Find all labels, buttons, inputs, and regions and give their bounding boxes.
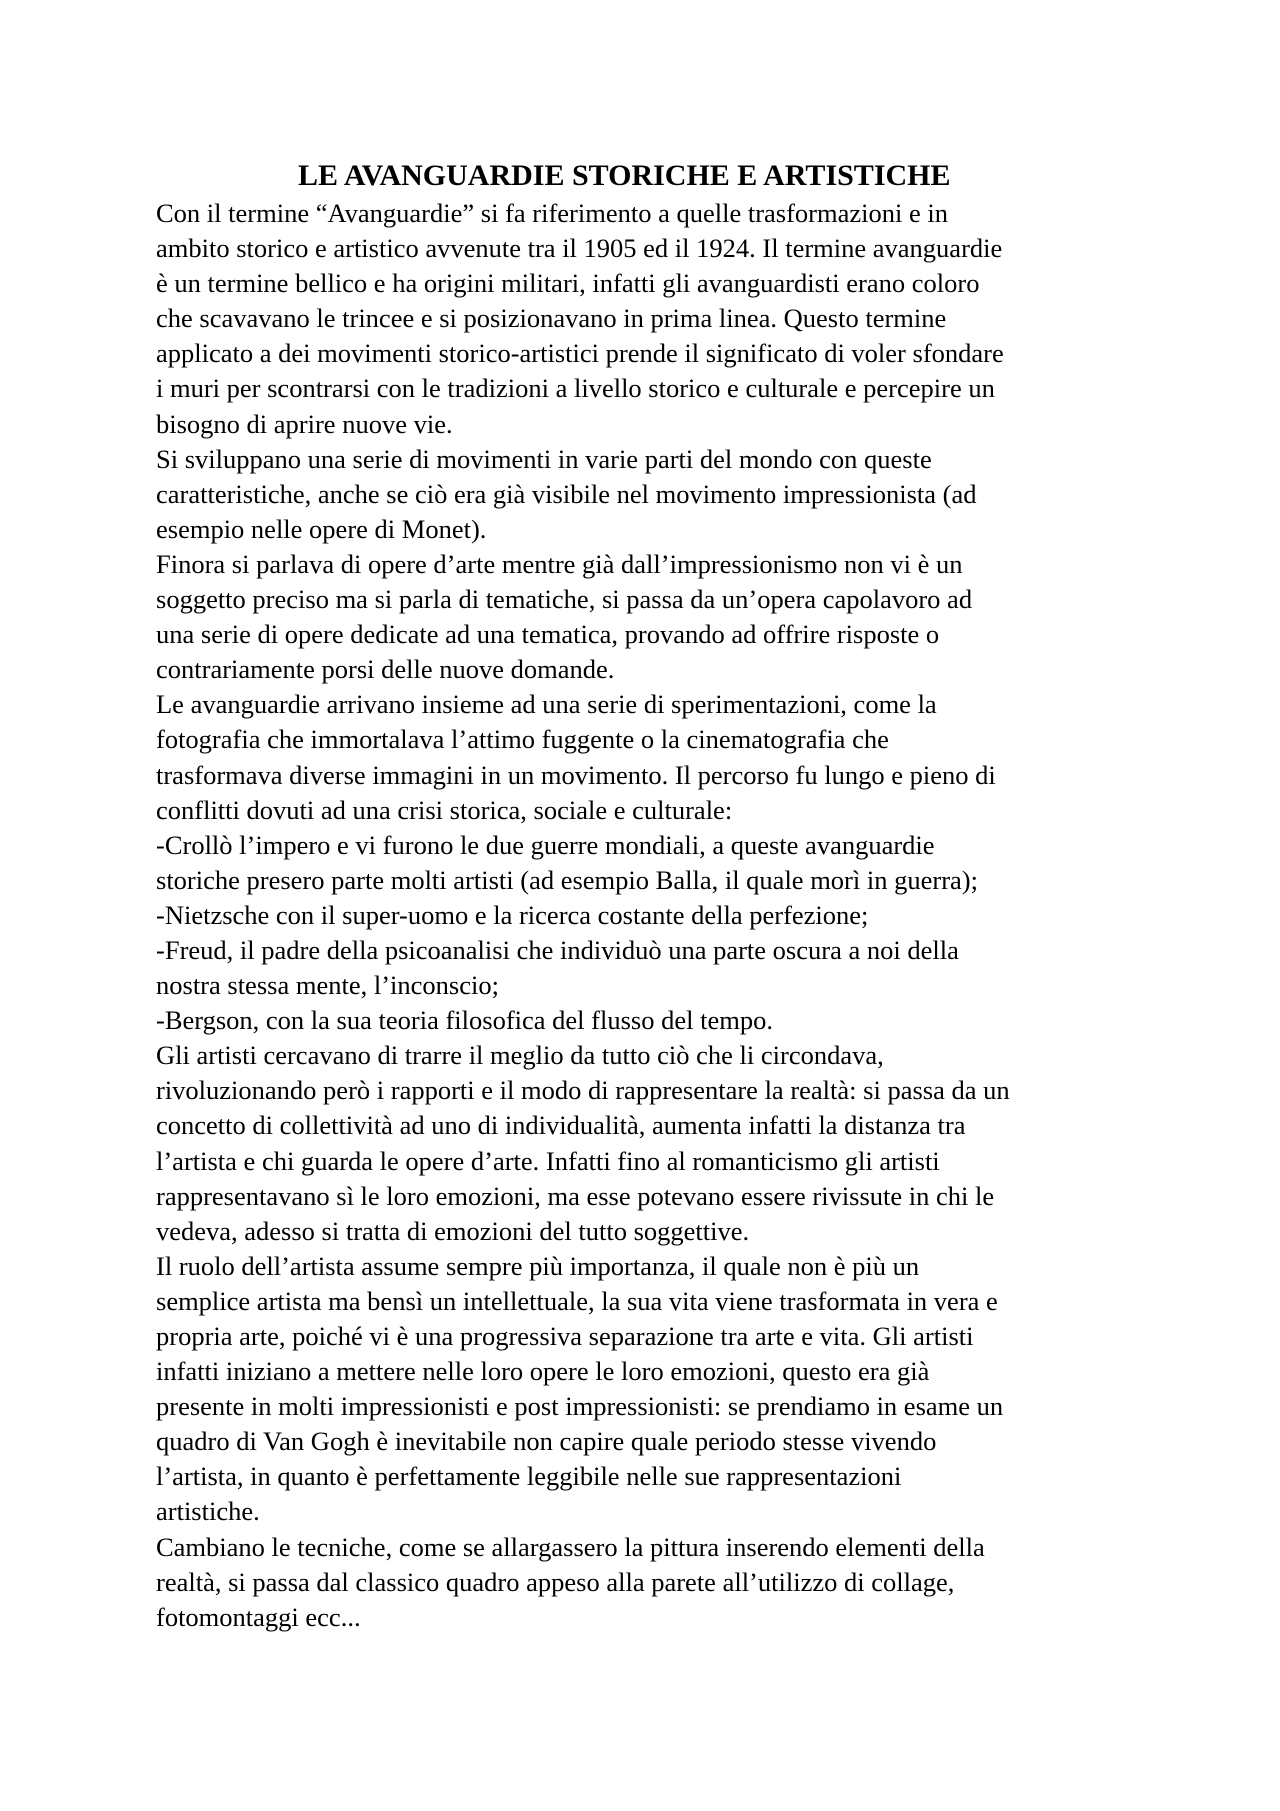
text-line: -Crollò l’impero e vi furono le due guerre mondiali, a queste avanguardie bbox=[156, 829, 935, 860]
text-line: -Nietzsche con il super-uomo e la ricerca costante della perfezione; bbox=[156, 899, 869, 930]
paragraph bbox=[156, 1003, 1136, 1038]
text-line: Le avanguardie arrivano insieme ad una serie di sperimentazioni, come la bbox=[156, 689, 937, 720]
text-line: caratteristiche, anche se ciò era già visibile nel movimento impressionista (ad bbox=[156, 478, 977, 509]
text-line: Cambiano le tecniche, come se allargassero la pittura inserendo elementi della bbox=[156, 1531, 985, 1562]
text-line: bisogno di aprire nuove vie. bbox=[156, 408, 453, 439]
text-line: storiche presero parte molti artisti (ad esempio Balla, il quale morì in guerra); bbox=[156, 864, 978, 895]
text-line: è un termine bellico e ha origini militari, infatti gli avanguardisti erano coloro bbox=[156, 268, 980, 299]
text-line: Il ruolo dell’artista assume sempre più importanza, il quale non è più un bbox=[156, 1250, 920, 1281]
text-line: infatti iniziano a mettere nelle loro opere le loro emozioni, questo era già bbox=[156, 1356, 930, 1387]
paragraph bbox=[156, 1530, 1136, 1635]
paragraph bbox=[156, 933, 1136, 1003]
text-line: una serie di opere dedicate ad una tematica, provando ad offrire risposte o bbox=[156, 619, 940, 650]
text-line: vedeva, adesso si tratta di emozioni del tutto soggettive. bbox=[156, 1215, 750, 1246]
text-line: Gli artisti cercavano di trarre il meglio da tutto ciò che li circondava, bbox=[156, 1040, 884, 1071]
text-line: -Bergson, con la sua teoria filosofica del flusso del tempo. bbox=[156, 1005, 773, 1036]
text-line: presente in molti impressionisti e post impressionisti: se prendiamo in esame un bbox=[156, 1391, 1004, 1422]
document-body bbox=[156, 156, 1136, 1635]
text-line: esempio nelle opere di Monet). bbox=[156, 513, 487, 544]
text-line: quadro di Van Gogh è inevitabile non capire quale periodo stesse vivendo bbox=[156, 1426, 937, 1457]
paragraph bbox=[156, 828, 1136, 898]
paragraph bbox=[156, 687, 1136, 827]
paragraph bbox=[156, 442, 1136, 547]
paragraph-container bbox=[156, 196, 1136, 1635]
text-line: realtà, si passa dal classico quadro appeso alla parete all’utilizzo di collage, bbox=[156, 1566, 955, 1597]
text-line: Si sviluppano una serie di movimenti in varie parti del mondo con queste bbox=[156, 443, 932, 474]
document-title: LE AVANGUARDIE STORICHE E ARTISTICHE bbox=[298, 159, 951, 192]
paragraph bbox=[156, 1038, 1136, 1249]
text-line: artistiche. bbox=[156, 1496, 260, 1527]
text-line: fotomontaggi ecc... bbox=[156, 1601, 361, 1632]
paragraph bbox=[156, 1249, 1136, 1530]
text-line: contrariamente porsi delle nuove domande. bbox=[156, 654, 615, 685]
text-line: -Freud, il padre della psicoanalisi che individuò una parte oscura a noi della bbox=[156, 934, 959, 965]
text-line: rappresentavano sì le loro emozioni, ma esse potevano essere rivissute in chi le bbox=[156, 1180, 995, 1211]
text-line: rivoluzionando però i rapporti e il modo di rappresentare la realtà: si passa da un bbox=[156, 1075, 1010, 1106]
text-line: che scavavano le trincee e si posizionavano in prima linea. Questo termine bbox=[156, 303, 947, 334]
text-line: concetto di collettività ad uno di individualità, aumenta infatti la distanza tra bbox=[156, 1110, 966, 1141]
text-line: Con il termine “Avanguardie” si fa riferimento a quelle trasformazioni e in bbox=[156, 198, 948, 228]
text-line: nostra stessa mente, l’inconscio; bbox=[156, 970, 499, 1001]
paragraph bbox=[156, 547, 1136, 687]
text-line: propria arte, poiché vi è una progressiva separazione tra arte e vita. Gli artisti bbox=[156, 1321, 974, 1351]
text-line: l’artista e chi guarda le opere d’arte. Infatti fino al romanticismo gli artisti bbox=[156, 1145, 940, 1176]
paragraph bbox=[156, 898, 1136, 933]
text-line: applicato a dei movimenti storico-artistici prende il significato di voler sfondare bbox=[156, 338, 1004, 369]
text-line: fotografia che immortalava l’attimo fuggente o la cinematografia che bbox=[156, 724, 889, 755]
paragraph bbox=[156, 196, 1136, 442]
text-line: l’artista, in quanto è perfettamente leggibile nelle sue rappresentazioni bbox=[156, 1461, 902, 1492]
text-line: ambito storico e artistico avvenute tra il 1905 ed il 1924. Il termine avanguardie bbox=[156, 233, 1003, 264]
text-line: i muri per scontrarsi con le tradizioni a livello storico e culturale e percepire un bbox=[156, 373, 995, 404]
text-line: trasformava diverse immagini in un movimento. Il percorso fu lungo e pieno di bbox=[156, 759, 996, 790]
text-line: soggetto preciso ma si parla di tematiche, si passa da un’opera capolavoro ad bbox=[156, 584, 973, 615]
text-line: Finora si parlava di opere d’arte mentre già dall’impressionismo non vi è un bbox=[156, 548, 963, 579]
text-line: conflitti dovuti ad una crisi storica, sociale e culturale: bbox=[156, 794, 733, 825]
text-line: semplice artista ma bensì un intellettuale, la sua vita viene trasformata in vera e bbox=[156, 1285, 998, 1316]
